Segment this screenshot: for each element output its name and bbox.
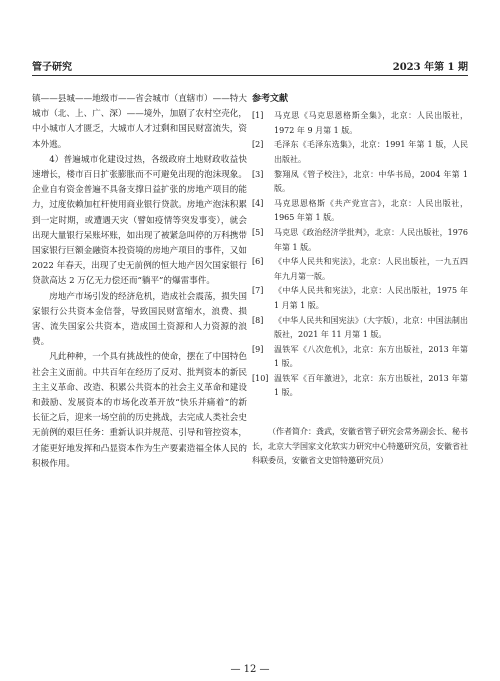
reference-item xyxy=(252,314,468,343)
reference-number: [5] xyxy=(252,227,264,237)
body-paragraph: 房地产市场引发的经济危机，造成社会震荡，损失国家银行公共资本金信誉，导致国民财富缩水，浪费、损害、流失国家公共资本，造成国土资源和人力资源的浪费。 xyxy=(32,291,247,348)
body-paragraph: 凡此种种，一个具有挑战性的使命，摆在了中国特色社会主义面前。中共百年在经历了反对、批判资本的新民主主义革命、改造、积累公共资本的社会主义革命和建设和鼓励、发展资本的市场化改革开放“快乐并痛着”的新长征之后，迎来一场空前的历史挑战，去完成人类社会史无前例的艰巨任务：重新认识并规范、引导和管控资本，才能更好地发挥和凸显资本作为生产要素造福全体人民的积极作用。 xyxy=(32,352,247,469)
reference-number: [10] xyxy=(252,373,269,383)
reference-item xyxy=(252,197,468,226)
journal-name: 管子研究 xyxy=(32,62,72,73)
author-note: （作者简介：龚武，安徽省管子研究会常务副会长、秘书长，北京大学国家文化软实力研究中心特邀研究员，安徽省社科联委员，安徽省文史馆特邀研究员） xyxy=(252,427,468,466)
reference-number: [8] xyxy=(252,315,264,325)
right-column xyxy=(252,92,468,477)
reference-text: 《中华人民共和宪法》，北京：人民出版社，一九五四年九月第一版。 xyxy=(274,257,468,281)
reference-text: 马克思《政治经济学批判》，北京：人民出版社，1976 年第 1 版。 xyxy=(274,227,468,252)
header-rule xyxy=(32,75,468,76)
reference-text: 《中华人民共和宪法》，北京：人民出版社，1975 年 1 月第 1 版。 xyxy=(274,286,468,310)
issue-label: 2023 年第 1 期 xyxy=(392,62,468,73)
reference-number: [3] xyxy=(252,169,264,179)
body-paragraph: 4）普遍城市化建设过热，各级政府土地财政收益快速增长，楼市百日扩张膨胀而不可避免出现的泡沫现象。企业自有资金普遍不具备支撑日益扩张的房地产项目的能力，过度依赖加杠杆使用商业银行贷款。房地产泡沫积累到一定时期，或遭遇天灾（譬如疫情等突发事变），就会出现大量银行呆账坏账，如出现了被紧急叫停的万科携带国家银行巨额金融资本投资境的房地产项目的事件，又如 2022 年春天，出现了史无前例的恒大地产因欠国家银行贷款高达 2 万亿无力偿还而“躺平”的爆雷事件。 xyxy=(32,154,247,287)
reference-item xyxy=(252,168,468,197)
reference-item xyxy=(252,343,468,372)
reference-number: [1] xyxy=(252,111,264,121)
reference-number: [9] xyxy=(252,344,264,354)
reference-item xyxy=(252,372,468,401)
references-heading: 参考文献 xyxy=(252,94,289,104)
reference-text: 温铁军《百年激进》，北京：东方出版社，2013 年第 1 版。 xyxy=(274,373,468,398)
reference-item xyxy=(252,109,468,138)
reference-number: [2] xyxy=(252,140,264,150)
reference-text: 黎翔凤《管子校注》，北京：中华书局，2004 年第 1 版。 xyxy=(274,169,468,194)
reference-text: 《中华人民共和国宪法》（大字版），北京：中国法制出版社，2021 年 11 月第 1 版。 xyxy=(274,315,468,340)
reference-text: 温铁军《八次危机》，北京：东方出版社，2013 年第 1 版。 xyxy=(274,344,468,369)
reference-text: 毛泽东《毛泽东选集》，北京：1991 年第 1 版，人民出版社。 xyxy=(274,140,468,164)
left-column xyxy=(32,92,247,472)
reference-item xyxy=(252,284,468,313)
reference-item xyxy=(252,255,468,284)
reference-text: 马克思《马克思恩格斯全集》，北京：人民出版社，1972 年 9 月第 1 版。 xyxy=(274,111,468,135)
running-header xyxy=(32,58,468,74)
page-number: — 12 — xyxy=(230,664,270,675)
reference-number: [4] xyxy=(252,198,264,208)
body-paragraph: 镇——县城——地级市——省会城市（直辖市）——特大城市（北、上、广、深）——境外，加剧了农村空壳化，中小城市人才匮乏，大城市人才过剩和国民财富流失，资本外逃。 xyxy=(32,94,247,150)
reference-text: 马克思恩格斯《共产党宣言》，北京：人民出版社，1965 年第 1 版。 xyxy=(274,198,468,223)
reference-item xyxy=(252,138,468,167)
reference-number: [7] xyxy=(252,286,264,296)
reference-item xyxy=(252,226,468,255)
reference-number: [6] xyxy=(252,257,264,267)
